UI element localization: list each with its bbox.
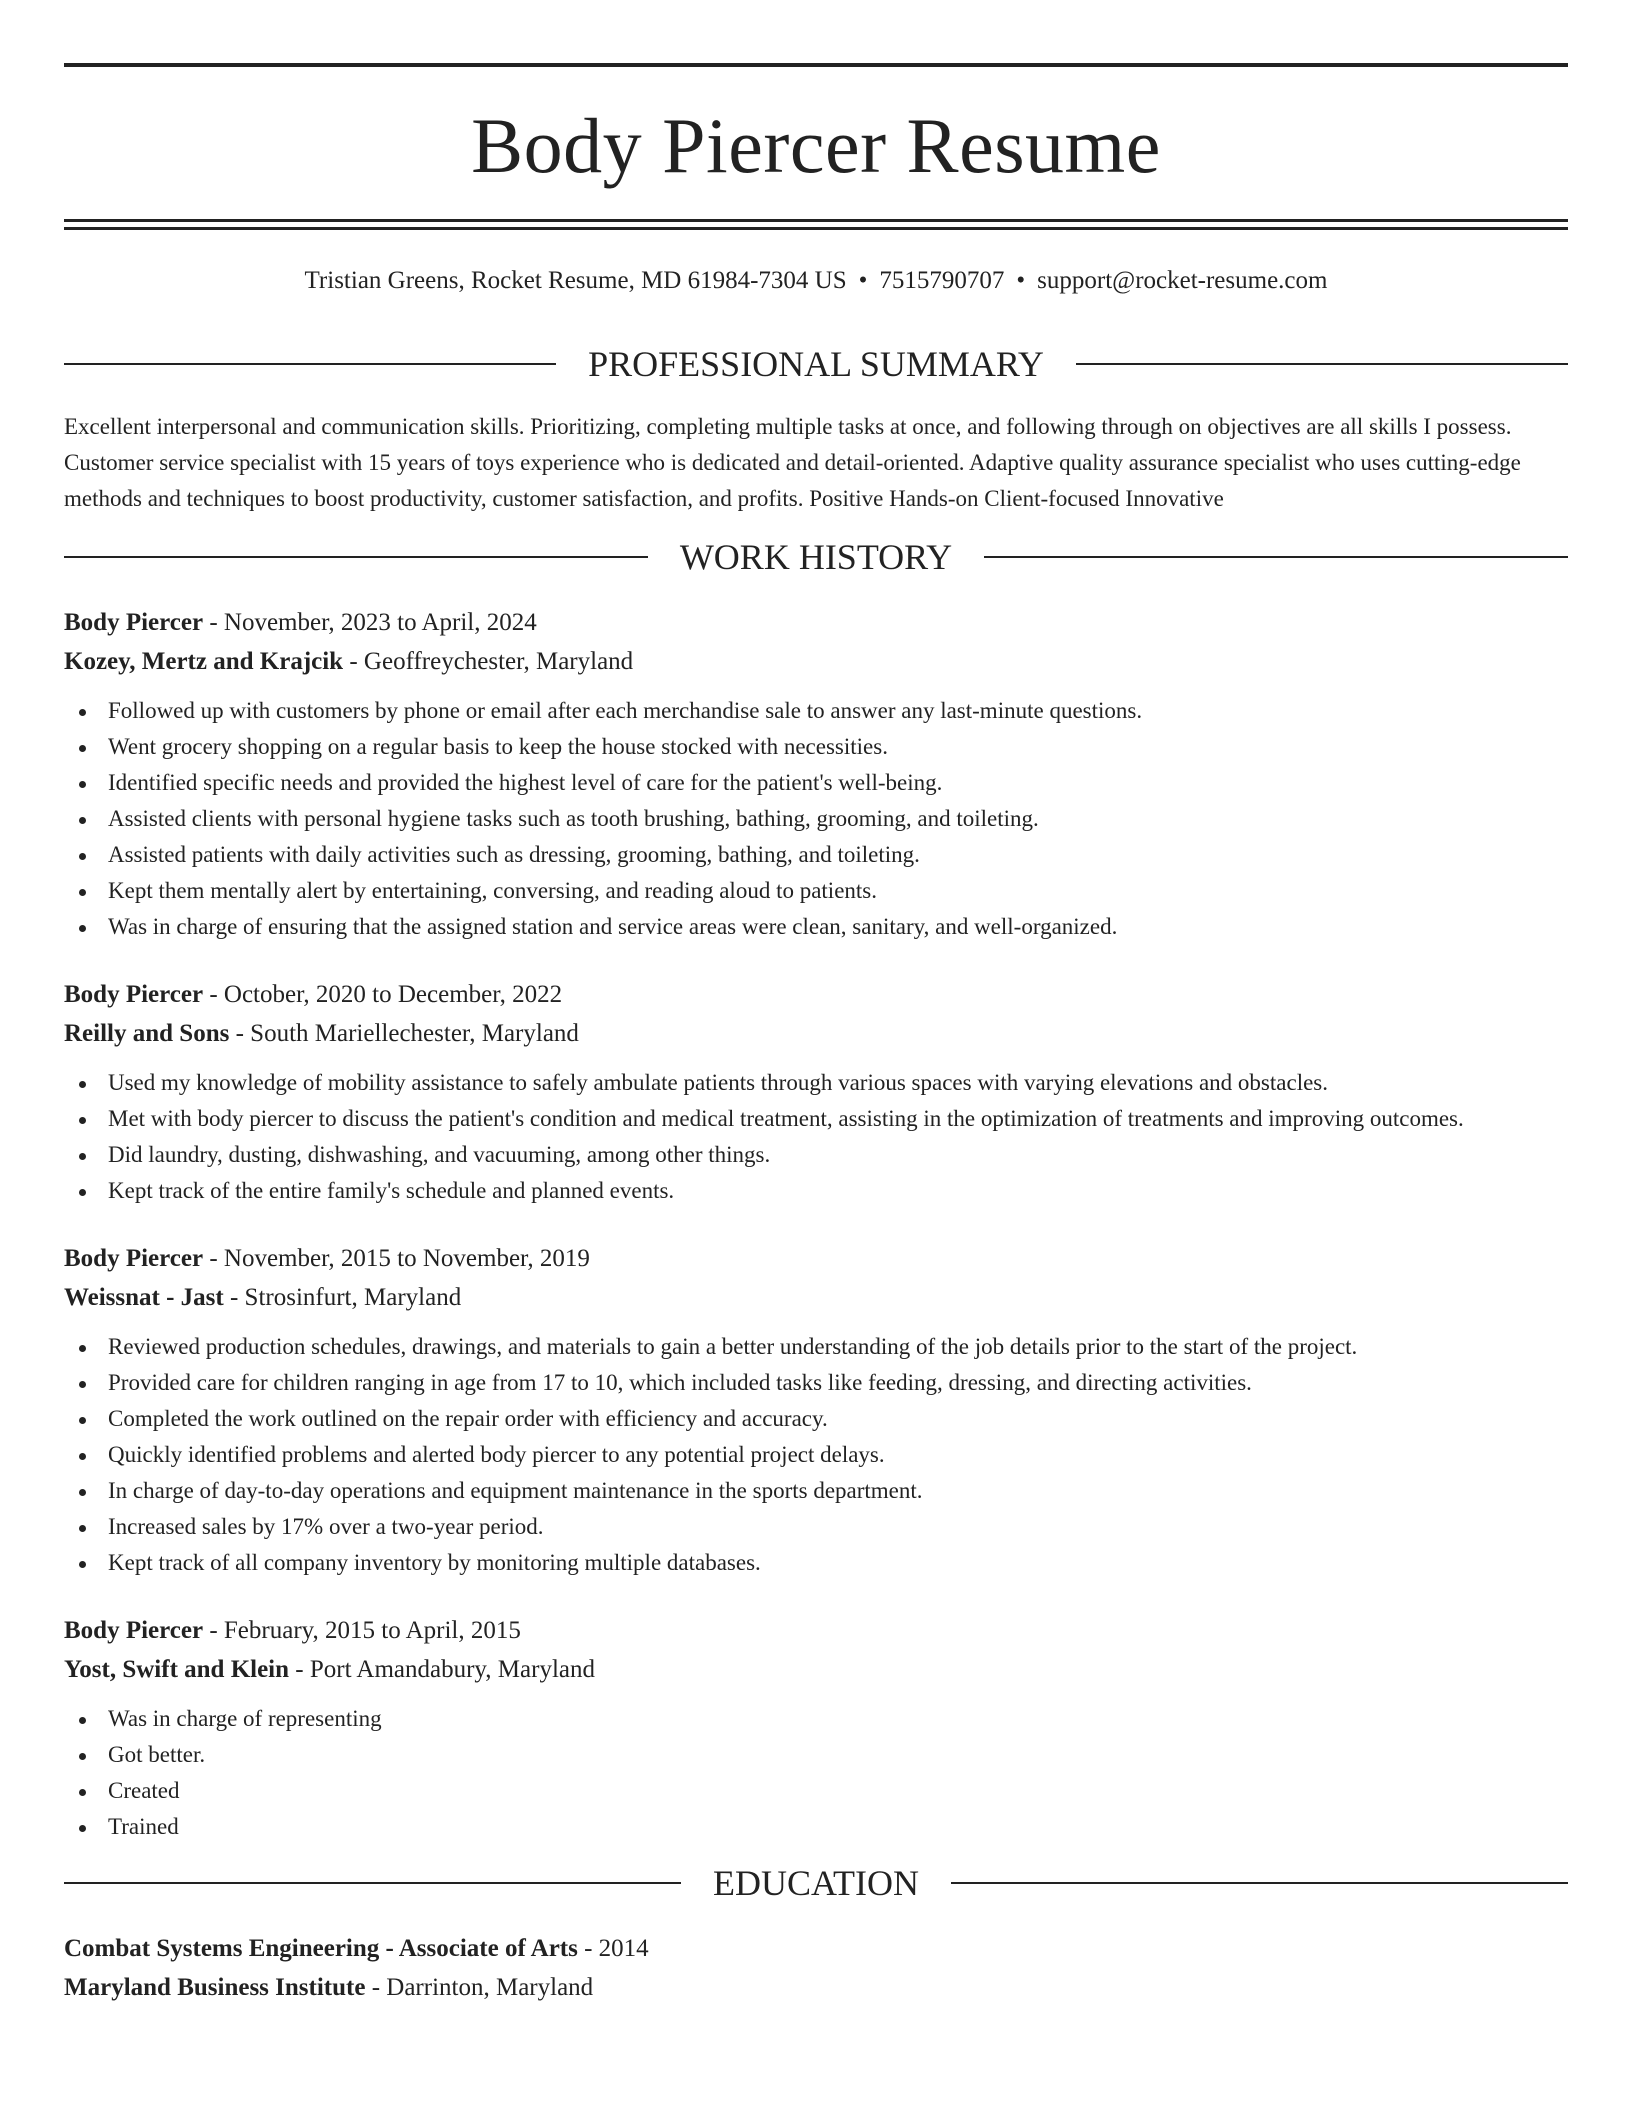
section-heading-summary xyxy=(64,346,1568,382)
job-title-line xyxy=(64,1611,1568,1650)
job-title: Body Piercer xyxy=(64,981,204,1008)
duty-item: Used my knowledge of mobility assistance to safely ambulate patients through various spaces with varying elevations and obstacles. xyxy=(64,1065,1568,1101)
education-degree: Combat Systems Engineering - Associate of Arts xyxy=(64,1935,578,1962)
section-title: PROFESSIONAL SUMMARY xyxy=(588,344,1044,384)
job-entry xyxy=(64,975,1568,1209)
duty-item: Met with body piercer to discuss the patient's condition and medical treatment, assisting in the optimization of treatments and improving outcomes. xyxy=(64,1101,1568,1137)
job-duties xyxy=(64,693,1568,945)
job-duties xyxy=(64,1701,1568,1845)
heading-rule-left xyxy=(64,556,648,558)
job-duties xyxy=(64,1065,1568,1209)
contact-phone: 7515790707 xyxy=(879,267,1005,294)
duty-item: Created xyxy=(64,1773,1568,1809)
job-title: Body Piercer xyxy=(64,1245,204,1272)
duty-item: Reviewed production schedules, drawings, and materials to gain a better understanding of the job details prior to the start of the project. xyxy=(64,1329,1568,1365)
section-heading-education xyxy=(64,1865,1568,1901)
job-company: Yost, Swift and Klein xyxy=(64,1656,290,1683)
duty-item: Kept them mentally alert by entertaining, conversing, and reading aloud to patients. xyxy=(64,873,1568,909)
contact-separator: • xyxy=(1016,267,1026,294)
duty-item: Kept track of all company inventory by monitoring multiple databases. xyxy=(64,1545,1568,1581)
heading-rule-right xyxy=(1076,363,1568,365)
duty-item: Quickly identified problems and alerted body piercer to any potential project delays. xyxy=(64,1437,1568,1473)
job-entry xyxy=(64,603,1568,945)
duty-item: Identified specific needs and provided the highest level of care for the patient's well-being. xyxy=(64,765,1568,801)
job-company: Kozey, Mertz and Krajcik xyxy=(64,648,344,675)
section-title: WORK HISTORY xyxy=(679,537,953,577)
summary-paragraph: Excellent interpersonal and communication skills. Prioritizing, completing multiple tasks at once, and following through on objectives are all skills I possess. Customer service specialist with 15 years of toys experience who is dedicated and detail-oriented. Adaptive quality assurance specialist who uses cutting-edge methods and techniques to boost productivity, customer satisfaction, and profits. Positive Hands-on Client-focused Innovative xyxy=(64,414,1521,511)
duty-item: Went grocery shopping on a regular basis to keep the house stocked with necessities. xyxy=(64,729,1568,765)
job-entry xyxy=(64,1611,1568,1845)
duty-item: Increased sales by 17% over a two-year period. xyxy=(64,1509,1568,1545)
duty-item: Assisted patients with daily activities such as dressing, grooming, bathing, and toileting. xyxy=(64,837,1568,873)
job-title: Body Piercer xyxy=(64,1617,204,1644)
title-double-rule xyxy=(64,219,1568,230)
job-location: - Strosinfurt, Maryland xyxy=(223,1284,462,1311)
job-company-line xyxy=(64,1278,1568,1317)
heading-rule-right xyxy=(951,1882,1568,1884)
job-company: Reilly and Sons xyxy=(64,1020,230,1047)
contact-email: support@rocket-resume.com xyxy=(1037,267,1328,294)
education-year: - 2014 xyxy=(577,1935,649,1962)
duty-item: Was in charge of representing xyxy=(64,1701,1568,1737)
job-title: Body Piercer xyxy=(64,609,204,636)
education-school-line xyxy=(64,1968,1568,2007)
job-duties xyxy=(64,1329,1568,1581)
duty-item: Completed the work outlined on the repair order with efficiency and accuracy. xyxy=(64,1401,1568,1437)
duty-item: Provided care for children ranging in age from 17 to 10, which included tasks like feeding, dressing, and directing activities. xyxy=(64,1365,1568,1401)
job-company-line xyxy=(64,1650,1568,1689)
section-title: EDUCATION xyxy=(713,1863,919,1903)
duty-item: Did laundry, dusting, dishwashing, and vacuuming, among other things. xyxy=(64,1137,1568,1173)
heading-rule-left xyxy=(64,363,556,365)
job-location: - Port Amandabury, Maryland xyxy=(289,1656,596,1683)
education-school: Maryland Business Institute xyxy=(64,1974,366,2001)
job-company-line xyxy=(64,1014,1568,1053)
duty-item: Assisted clients with personal hygiene tasks such as tooth brushing, bathing, grooming, and toileting. xyxy=(64,801,1568,837)
job-company-line xyxy=(64,642,1568,681)
education-entry xyxy=(64,1929,1568,2007)
job-dates: - February, 2015 to April, 2015 xyxy=(203,1617,521,1644)
duty-item: Kept track of the entire family's schedule and planned events. xyxy=(64,1173,1568,1209)
job-entry xyxy=(64,1239,1568,1581)
contact-separator: • xyxy=(858,267,868,294)
job-title-line xyxy=(64,603,1568,642)
duty-item: Got better. xyxy=(64,1737,1568,1773)
education-location: - Darrinton, Maryland xyxy=(365,1974,594,2001)
duty-item: Trained xyxy=(64,1809,1568,1845)
job-location: - South Mariellechester, Maryland xyxy=(229,1020,579,1047)
education-degree-line xyxy=(64,1929,1568,1968)
job-title-line xyxy=(64,975,1568,1014)
heading-rule-right xyxy=(984,556,1568,558)
job-company: Weissnat - Jast xyxy=(64,1284,224,1311)
job-location: - Geoffreychester, Maryland xyxy=(343,648,634,675)
duty-item: In charge of day-to-day operations and equipment maintenance in the sports department. xyxy=(64,1473,1568,1509)
job-title-line xyxy=(64,1239,1568,1278)
resume-title: Body Piercer Resume xyxy=(471,102,1161,189)
work-history-list xyxy=(64,603,1568,1845)
job-dates: - October, 2020 to December, 2022 xyxy=(203,981,563,1008)
job-dates: - November, 2015 to November, 2019 xyxy=(203,1245,590,1272)
duty-item: Was in charge of ensuring that the assigned station and service areas were clean, sanitary, and well-organized. xyxy=(64,909,1568,945)
top-rule xyxy=(64,63,1568,67)
job-dates: - November, 2023 to April, 2024 xyxy=(203,609,537,636)
duty-item: Followed up with customers by phone or email after each merchandise sale to answer any last-minute questions. xyxy=(64,693,1568,729)
section-heading-work-history xyxy=(64,539,1568,575)
contact-address: Tristian Greens, Rocket Resume, MD 61984-7304 US xyxy=(304,267,847,294)
contact-line xyxy=(64,266,1568,296)
heading-rule-left xyxy=(64,1882,681,1884)
